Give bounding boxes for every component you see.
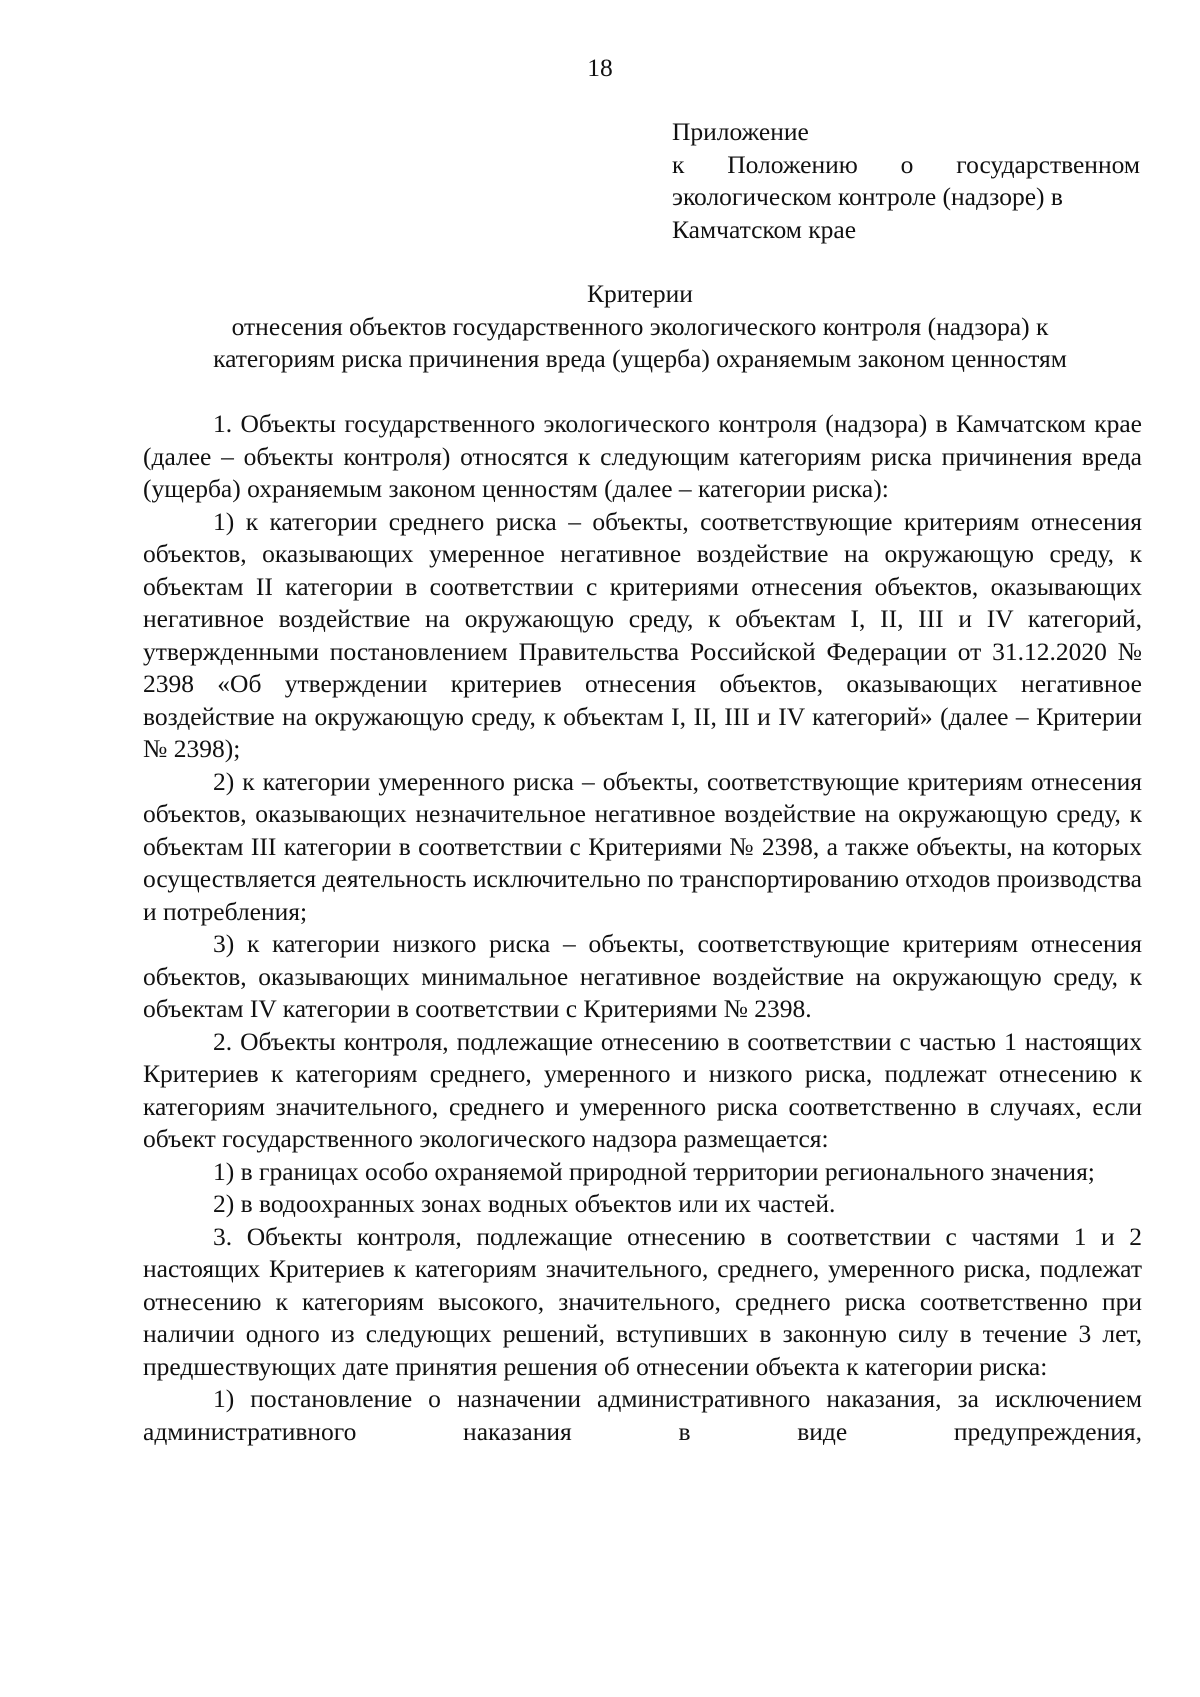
appendix-reference: к Положению о государственном экологическом контроле (надзоре) в — [672, 149, 1140, 211]
paragraph: 3. Объекты контроля, подлежащие отнесению в соответствии с частями 1 и 2 настоящих Критериев к категориям значительного, среднего, умеренного риска, подлежат отнесению к категориям высокого, значительного, среднего риска соответственно при наличии одного из следующих решений, вступивших в законную силу в течение 3 лет, предшествующих дате принятия решения об отнесении объекта к категории риска: — [143, 1221, 1142, 1381]
appendix-header — [672, 116, 1140, 246]
title-heading: Критерии — [587, 279, 693, 308]
document-body — [143, 408, 1142, 1448]
paragraph: 1) к категории среднего риска – объекты, соответствующие критериям отнесения объектов, оказывающих умеренное негативное воздействие на окружающую среду, к объектам II категории в соответствии с критериями отнесения объектов, оказывающих негативное воздействие на окружающую среду, к объектам I, II, III и IV категорий, утвержденными постановлением Правительства Российской Федерации от 31.12.2020 № 2398 «Об утверждении критериев отнесения объектов, оказывающих негативное воздействие на окружающую среду, к объектам I, II, III и IV категорий» (далее – Критерии № 2398); — [143, 506, 1142, 763]
page-number: 18 — [587, 53, 613, 82]
appendix-label: Приложение — [672, 117, 809, 146]
paragraph: 1) в границах особо охраняемой природной территории регионального значения; — [213, 1156, 1095, 1186]
title-subtitle-line2: категориям риска причинения вреда (ущерба) охраняемым законом ценностям — [213, 344, 1067, 373]
document-title — [140, 278, 1140, 376]
paragraph: 2) к категории умеренного риска – объекты, соответствующие критериям отнесения объектов, оказывающих незначительное негативное воздействие на окружающую среду, к объектам III категории в соответствии с Критериями № 2398, а также объекты, на которых осуществляется деятельность исключительно по транспортированию отходов производства и потребления; — [143, 766, 1142, 926]
paragraph: 2) в водоохранных зонах водных объектов или их частей. — [213, 1189, 836, 1218]
paragraph: 2. Объекты контроля, подлежащие отнесению в соответствии с частью 1 настоящих Критериев к категориям среднего, умеренного и низкого риска, подлежат отнесению к категориям значительного, среднего и умеренного риска соответственно в случаях, если объект государственного экологического надзора размещается: — [143, 1026, 1142, 1153]
paragraph: 1) постановление о назначении административного наказания, за исключением административного наказания в виде предупреждения, — [143, 1384, 1142, 1446]
title-subtitle-line1: отнесения объектов государственного экологического контроля (надзора) к — [231, 311, 1049, 341]
paragraph: 1. Объекты государственного экологического контроля (надзора) в Камчатском крае (далее – объекты контроля) относятся к следующим категориям риска причинения вреда (ущерба) охраняемым законом ценностям (далее – категории риска): — [143, 409, 1142, 503]
paragraph: 3) к категории низкого риска – объекты, соответствующие критериям отнесения объектов, оказывающих минимальное негативное воздействие на окружающую среду, к объектам IV категории в соответствии с Критериями № 2398. — [143, 929, 1142, 1023]
appendix-region: Камчатском крае — [672, 214, 857, 244]
